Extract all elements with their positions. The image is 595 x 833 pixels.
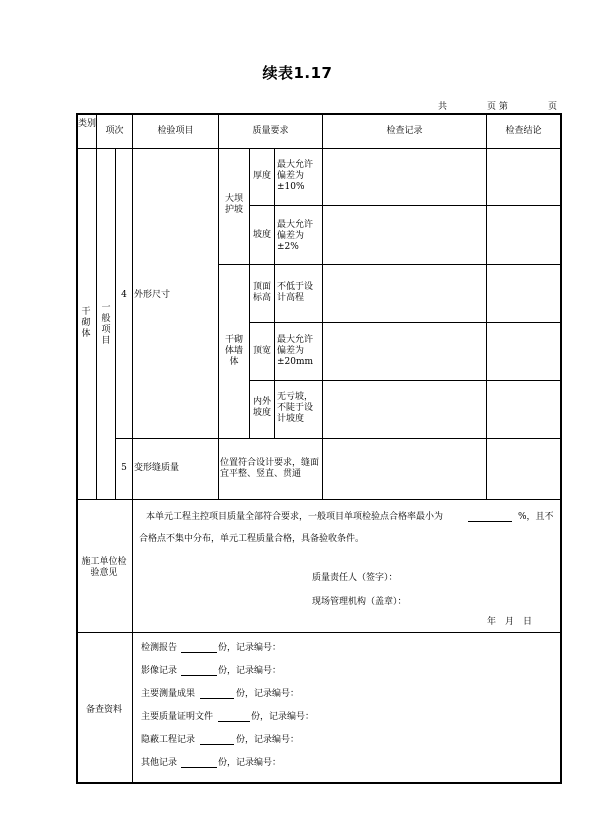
- item4-name: 外形尺寸: [134, 290, 171, 300]
- opinion-text-2: 合格点不集中分布，单元工程质量合格，具备验收条件。: [139, 534, 365, 544]
- quality-responsible-person: 质量责任人（签字）：: [312, 573, 398, 583]
- opinion-date: 年 月 日: [487, 617, 533, 627]
- backup-count-blank[interactable]: [181, 767, 217, 768]
- pass-rate-blank[interactable]: [468, 521, 512, 522]
- opinion-text-1-end: %，且不: [518, 512, 554, 522]
- backup-item-suffix: 份，记录编号：: [218, 643, 282, 653]
- item4-number: 4: [121, 290, 127, 300]
- backup-item-suffix: 份，记录编号：: [251, 712, 315, 722]
- backup-item-label: 隐蔽工程记录: [141, 735, 196, 745]
- backup-item-suffix: 份，记录编号：: [218, 666, 282, 676]
- backup-count-blank[interactable]: [181, 675, 217, 676]
- drystone-wall-label: 干砌体墙体: [224, 335, 243, 367]
- backup-count-blank[interactable]: [200, 744, 234, 745]
- sub-name-slope: 坡度: [252, 230, 271, 240]
- site-management-org: 现场管理机构（盖章）：: [312, 597, 407, 607]
- group-label: 一般项目: [101, 303, 111, 346]
- sub-req-top-elevation: 不低于设计高程: [277, 282, 314, 303]
- opinion-text-1: 本单元工程主控项目质量全部符合要求，一般项目单项检验点合格率最小为: [146, 512, 444, 522]
- backup-count-blank[interactable]: [181, 652, 217, 653]
- sub-req-slope: 最大允许偏差为±2%: [277, 220, 314, 252]
- sub-req-inner-outer-slope: 无亏坡，不陡于设计坡度: [277, 392, 314, 424]
- backup-item-label: 主要测量成果: [141, 689, 196, 699]
- opinion-label: 施工单位检验意见: [81, 557, 127, 578]
- page-suffix-label: 页: [548, 102, 558, 112]
- dam-slope-label: 大坝护坡: [224, 194, 243, 215]
- item5-number: 5: [121, 463, 127, 473]
- sub-name-top-elevation: 顶面标高: [252, 282, 271, 303]
- sub-name-top-width: 顶宽: [252, 346, 271, 356]
- item5-name: 变形缝质量: [134, 463, 180, 473]
- backup-item-suffix: 份，记录编号：: [236, 689, 300, 699]
- sub-name-thickness: 厚度: [252, 171, 271, 181]
- item5-requirement: 位置符合设计要求，缝面宜平整、竖直、贯通: [220, 458, 320, 479]
- backup-label: 备查资料: [85, 705, 122, 715]
- backup-item-label: 主要质量证明文件: [141, 712, 214, 722]
- sub-req-top-width: 最大允许偏差为±20mm: [277, 335, 314, 367]
- sub-name-inner-outer-slope: 内外坡度: [252, 397, 271, 418]
- header-check-conclusion: 检查结论: [505, 126, 542, 136]
- backup-item-label: 其他记录: [141, 758, 178, 768]
- backup-item-suffix: 份，记录编号：: [218, 758, 282, 768]
- header-item-no: 项次: [105, 126, 124, 136]
- page-title: 续表1.17: [262, 64, 333, 82]
- backup-item-label: 检测报告: [141, 643, 178, 653]
- header-quality-requirement: 质量要求: [252, 126, 289, 136]
- page-number-label: 页 第: [487, 102, 508, 112]
- header-category: 类别: [78, 119, 97, 129]
- header-check-record: 检查记录: [386, 126, 423, 136]
- backup-item-label: 影像记录: [141, 666, 178, 676]
- header-check-item: 检验项目: [157, 126, 194, 136]
- backup-item-suffix: 份，记录编号：: [236, 735, 300, 745]
- backup-count-blank[interactable]: [200, 698, 234, 699]
- page-total-label: 共: [438, 102, 448, 112]
- backup-count-blank[interactable]: [218, 721, 250, 722]
- sub-req-thickness: 最大允许偏差为±10%: [277, 160, 314, 192]
- category-label: 干砌体: [81, 307, 91, 339]
